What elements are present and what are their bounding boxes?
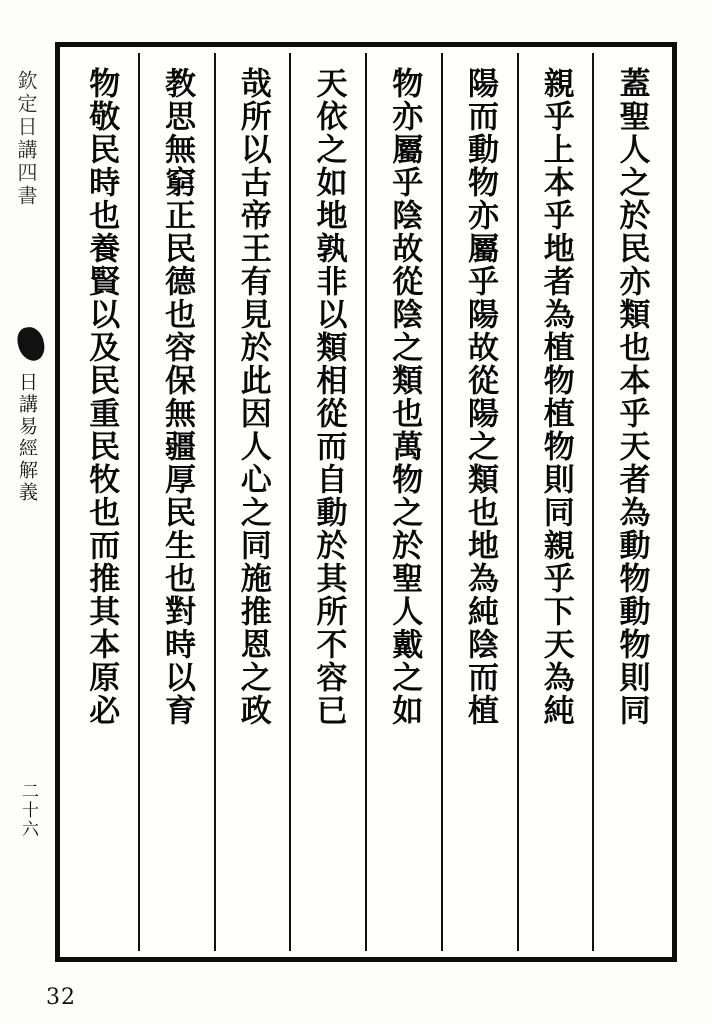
spine-title-bottom: 日講易經解義 [16,372,38,504]
column-text: 親乎上本乎地者為植物植物則同親乎下天為純 [537,67,574,727]
spine-page-number: 二十六 [18,782,38,839]
spine-title-top: 欽定日講四書 [14,70,38,208]
column-text: 哉所以古帝王有見於此因人心之同施推恩之政 [234,67,271,727]
text-column [441,53,517,951]
column-text: 教思無窮正民德也容保無疆厚民生也對時以育 [159,67,196,727]
page-spine-margin [0,42,55,962]
text-column [517,53,593,951]
column-text: 天依之如地孰非以類相從而自動於其所不容已 [310,67,347,727]
text-column [138,53,214,951]
text-column [365,53,441,951]
text-block-frame [55,42,677,962]
text-column [64,53,138,951]
text-column [214,53,290,951]
ink-blot-mark [16,325,46,362]
text-columns [60,47,672,957]
column-text: 物亦屬乎陰故從陰之類也萬物之於聖人戴之如 [386,67,423,727]
column-text: 陽而動物亦屬乎陽故從陽之類也地為純陰而植 [462,67,499,727]
column-text: 蓋聖人之於民亦類也本乎天者為動物動物則同 [613,67,650,727]
text-column [592,53,668,951]
folio-number: 32 [46,985,76,1010]
text-column [289,53,365,951]
column-text: 物敬民時也養賢以及民重民牧也而推其本原必 [83,67,120,727]
